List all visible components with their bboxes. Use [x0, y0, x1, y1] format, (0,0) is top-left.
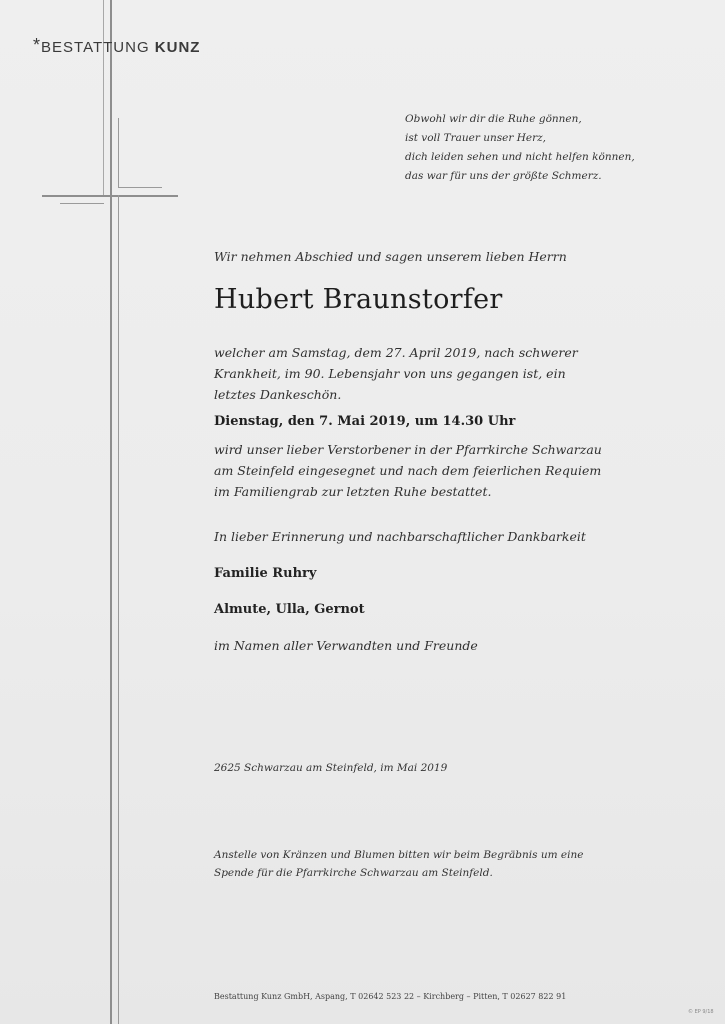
- cross-line-left: [103, 0, 104, 196]
- copyright-note: © EP 9/18: [688, 1009, 714, 1015]
- cross-lower-bar: [60, 203, 104, 204]
- cross-upper-bar: [118, 187, 162, 188]
- donation-text: Anstelle von Kränzen und Blumen bitten wir beim Begräbnis um eine Spende für die Pfarrkirche Schwarzau am Steinfeld.: [214, 849, 584, 879]
- cross-vertical-line: [110, 0, 112, 1024]
- brand-name-bold: KUNZ: [154, 39, 201, 56]
- brand-name-light: BESTATTUNG: [41, 39, 155, 56]
- ceremony-text: wird unser lieber Verstorbener in der Pfarrkirche Schwarzau am Steinfeld eingesegnet und nach dem feierlichen Requiem im Familiengrab zur letzten Ruhe bestattet.: [214, 442, 602, 499]
- place-date: 2625 Schwarzau am Steinfeld, im Mai 2019: [214, 762, 448, 774]
- relatives-line: im Namen aller Verwandten und Freunde: [214, 638, 478, 653]
- poem-line: dich leiden sehen und nicht helfen können,: [405, 151, 635, 163]
- cross-inner-line: [118, 118, 119, 188]
- brand-star: *: [33, 35, 42, 55]
- family-name: Familie Ruhry: [214, 566, 317, 581]
- brand-logo: [33, 36, 200, 57]
- poem-line: ist voll Trauer unser Herz,: [405, 132, 546, 144]
- cross-horizontal-bar: [42, 195, 178, 197]
- poem: [405, 110, 635, 186]
- passing-text: welcher am Samstag, dem 27. April 2019, nach schwerer Krankheit, im 90. Lebensjahr von uns gegangen ist, ein letztes Dankeschön.: [214, 345, 578, 402]
- poem-line: Obwohl wir dir die Ruhe gönnen,: [405, 113, 582, 125]
- poem-line: das war für uns der größte Schmerz.: [405, 170, 602, 182]
- cross-lower-line: [118, 195, 119, 1024]
- mourner-names: Almute, Ulla, Gernot: [214, 602, 365, 617]
- memory-line: In lieber Erinnerung und nachbarschaftlicher Dankbarkeit: [214, 529, 586, 544]
- deceased-name: Hubert Braunstorfer: [214, 284, 503, 315]
- ceremony-date: Dienstag, den 7. Mai 2019, um 14.30 Uhr: [214, 414, 516, 429]
- footer-contact: Bestattung Kunz GmbH, Aspang, T 02642 523 22 – Kirchberg – Pitten, T 02627 822 91: [214, 992, 567, 1001]
- intro-text: Wir nehmen Abschied und sagen unserem lieben Herrn: [214, 249, 567, 264]
